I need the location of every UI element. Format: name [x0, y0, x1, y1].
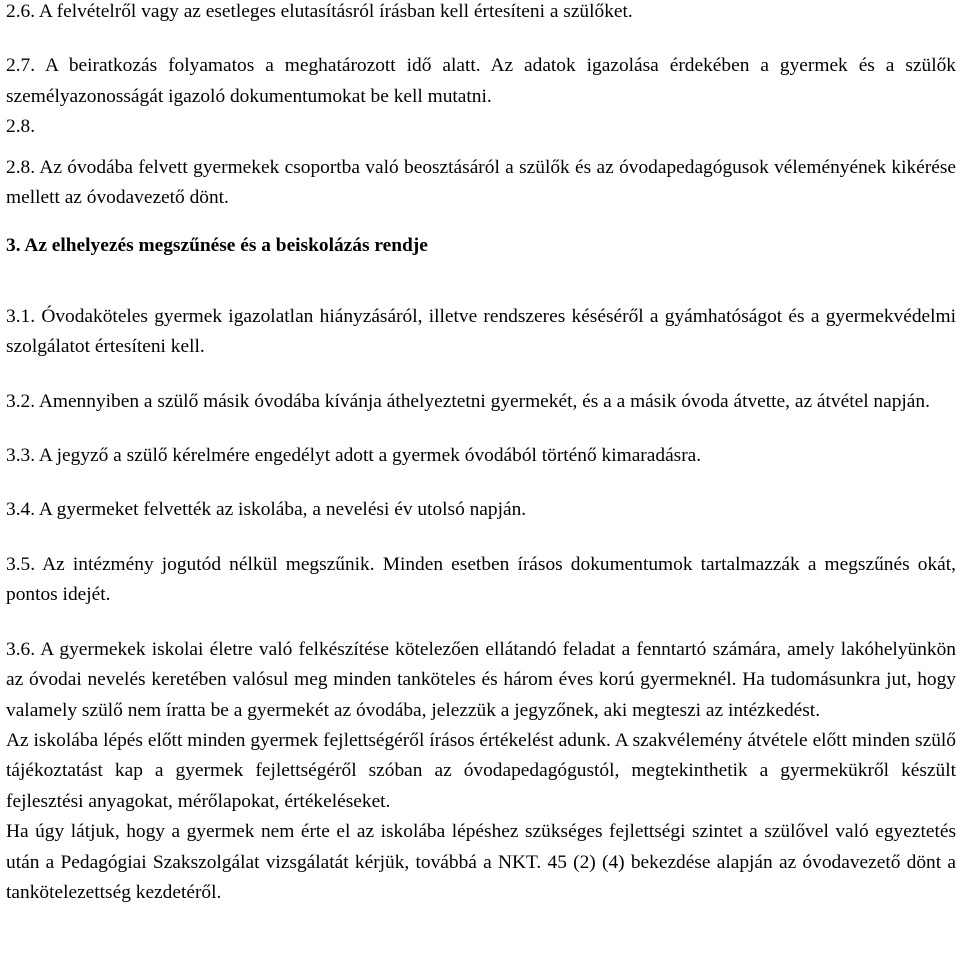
- paragraph-3-4: 3.4. A gyermeket felvették az iskolába, a nevelési év utolsó napján.: [6, 499, 527, 521]
- document-page: [6, 0, 956, 908]
- paragraph-3-1: 3.1. Óvodaköteles gyermek igazolatlan hiányzásáról, illetve rendszeres késéséről a gyámhatóságot és a gyermekvédelmi szolgálatot értesíteni kell.: [6, 305, 956, 358]
- paragraph-2-7: 2.7. A beiratkozás folyamatos a meghatározott idő alatt. Az adatok igazolása érdekében a gyermek és a szülők személyazonosságát igazoló dokumentumokat be kell mutatni.: [6, 55, 956, 107]
- section-heading-3: 3. Az elhelyezés megszűnése és a beiskolázás rendje: [6, 235, 428, 257]
- paragraph-2-6: 2.6. A felvételről vagy az esetleges elutasításról írásban kell értesíteni a szülőket.: [6, 1, 633, 22]
- paragraph-2-8: 2.8. Az óvodába felvett gyermekek csoportba való beosztásáról a szülők és az óvodapedagógusok véleményének kikérése mellett az óvodavezető dönt.: [6, 156, 956, 209]
- paragraph-2-8-stub: 2.8.: [6, 116, 36, 138]
- paragraph-3-6: 3.6. A gyermekek iskolai életre való felkészítése kötelezően ellátandó feladat a fenntartó számára, amely lakóhelyünkön az óvodai nevelés keretében valósul meg minden tanköteles és három éves korú gyermeknél. Ha tudomásunkra jut, hogy valamely szülő nem íratta be a gyermekét az óvodába, jelezzük a jegyzőnek, aki megteszi az intézkedést.: [6, 638, 956, 721]
- paragraph-3-2: 3.2. Amennyiben a szülő másik óvodába kívánja áthelyeztetni gyermekét, és a a másik óvoda átvette, az átvétel napján.: [6, 390, 930, 412]
- paragraph-3-6-school-readiness: Ha úgy látjuk, hogy a gyermek nem érte el az iskolába lépéshez szükséges fejlettségi szintet a szülővel való egyeztetés után a Pedagógiai Szakszolgálat vizsgálatát kérjük, továbbá a NKT. 45 (2) (4) bekezdése alapján az óvodavezető dönt a tankötelezettség kezdetéről.: [6, 821, 956, 903]
- paragraph-3-5: 3.5. Az intézmény jogutód nélkül megszűnik. Minden esetben írásos dokumentumok tartalmazzák a megszűnés okát, pontos idejét.: [6, 553, 956, 606]
- paragraph-3-3: 3.3. A jegyző a szülő kérelmére engedélyt adott a gyermek óvodából történő kimaradásra.: [6, 445, 702, 467]
- paragraph-3-6-evaluation: Az iskolába lépés előtt minden gyermek fejlettségéről írásos értékelést adunk. A szakvélemény átvétele előtt minden szülő tájékoztatást kap a gyermek fejlettségéről szóban az óvodapedagógustól, megtekinthetik a gyermekükről készült fejlesztési anyagokat, mérőlapokat, értékeléseket.: [6, 729, 956, 812]
